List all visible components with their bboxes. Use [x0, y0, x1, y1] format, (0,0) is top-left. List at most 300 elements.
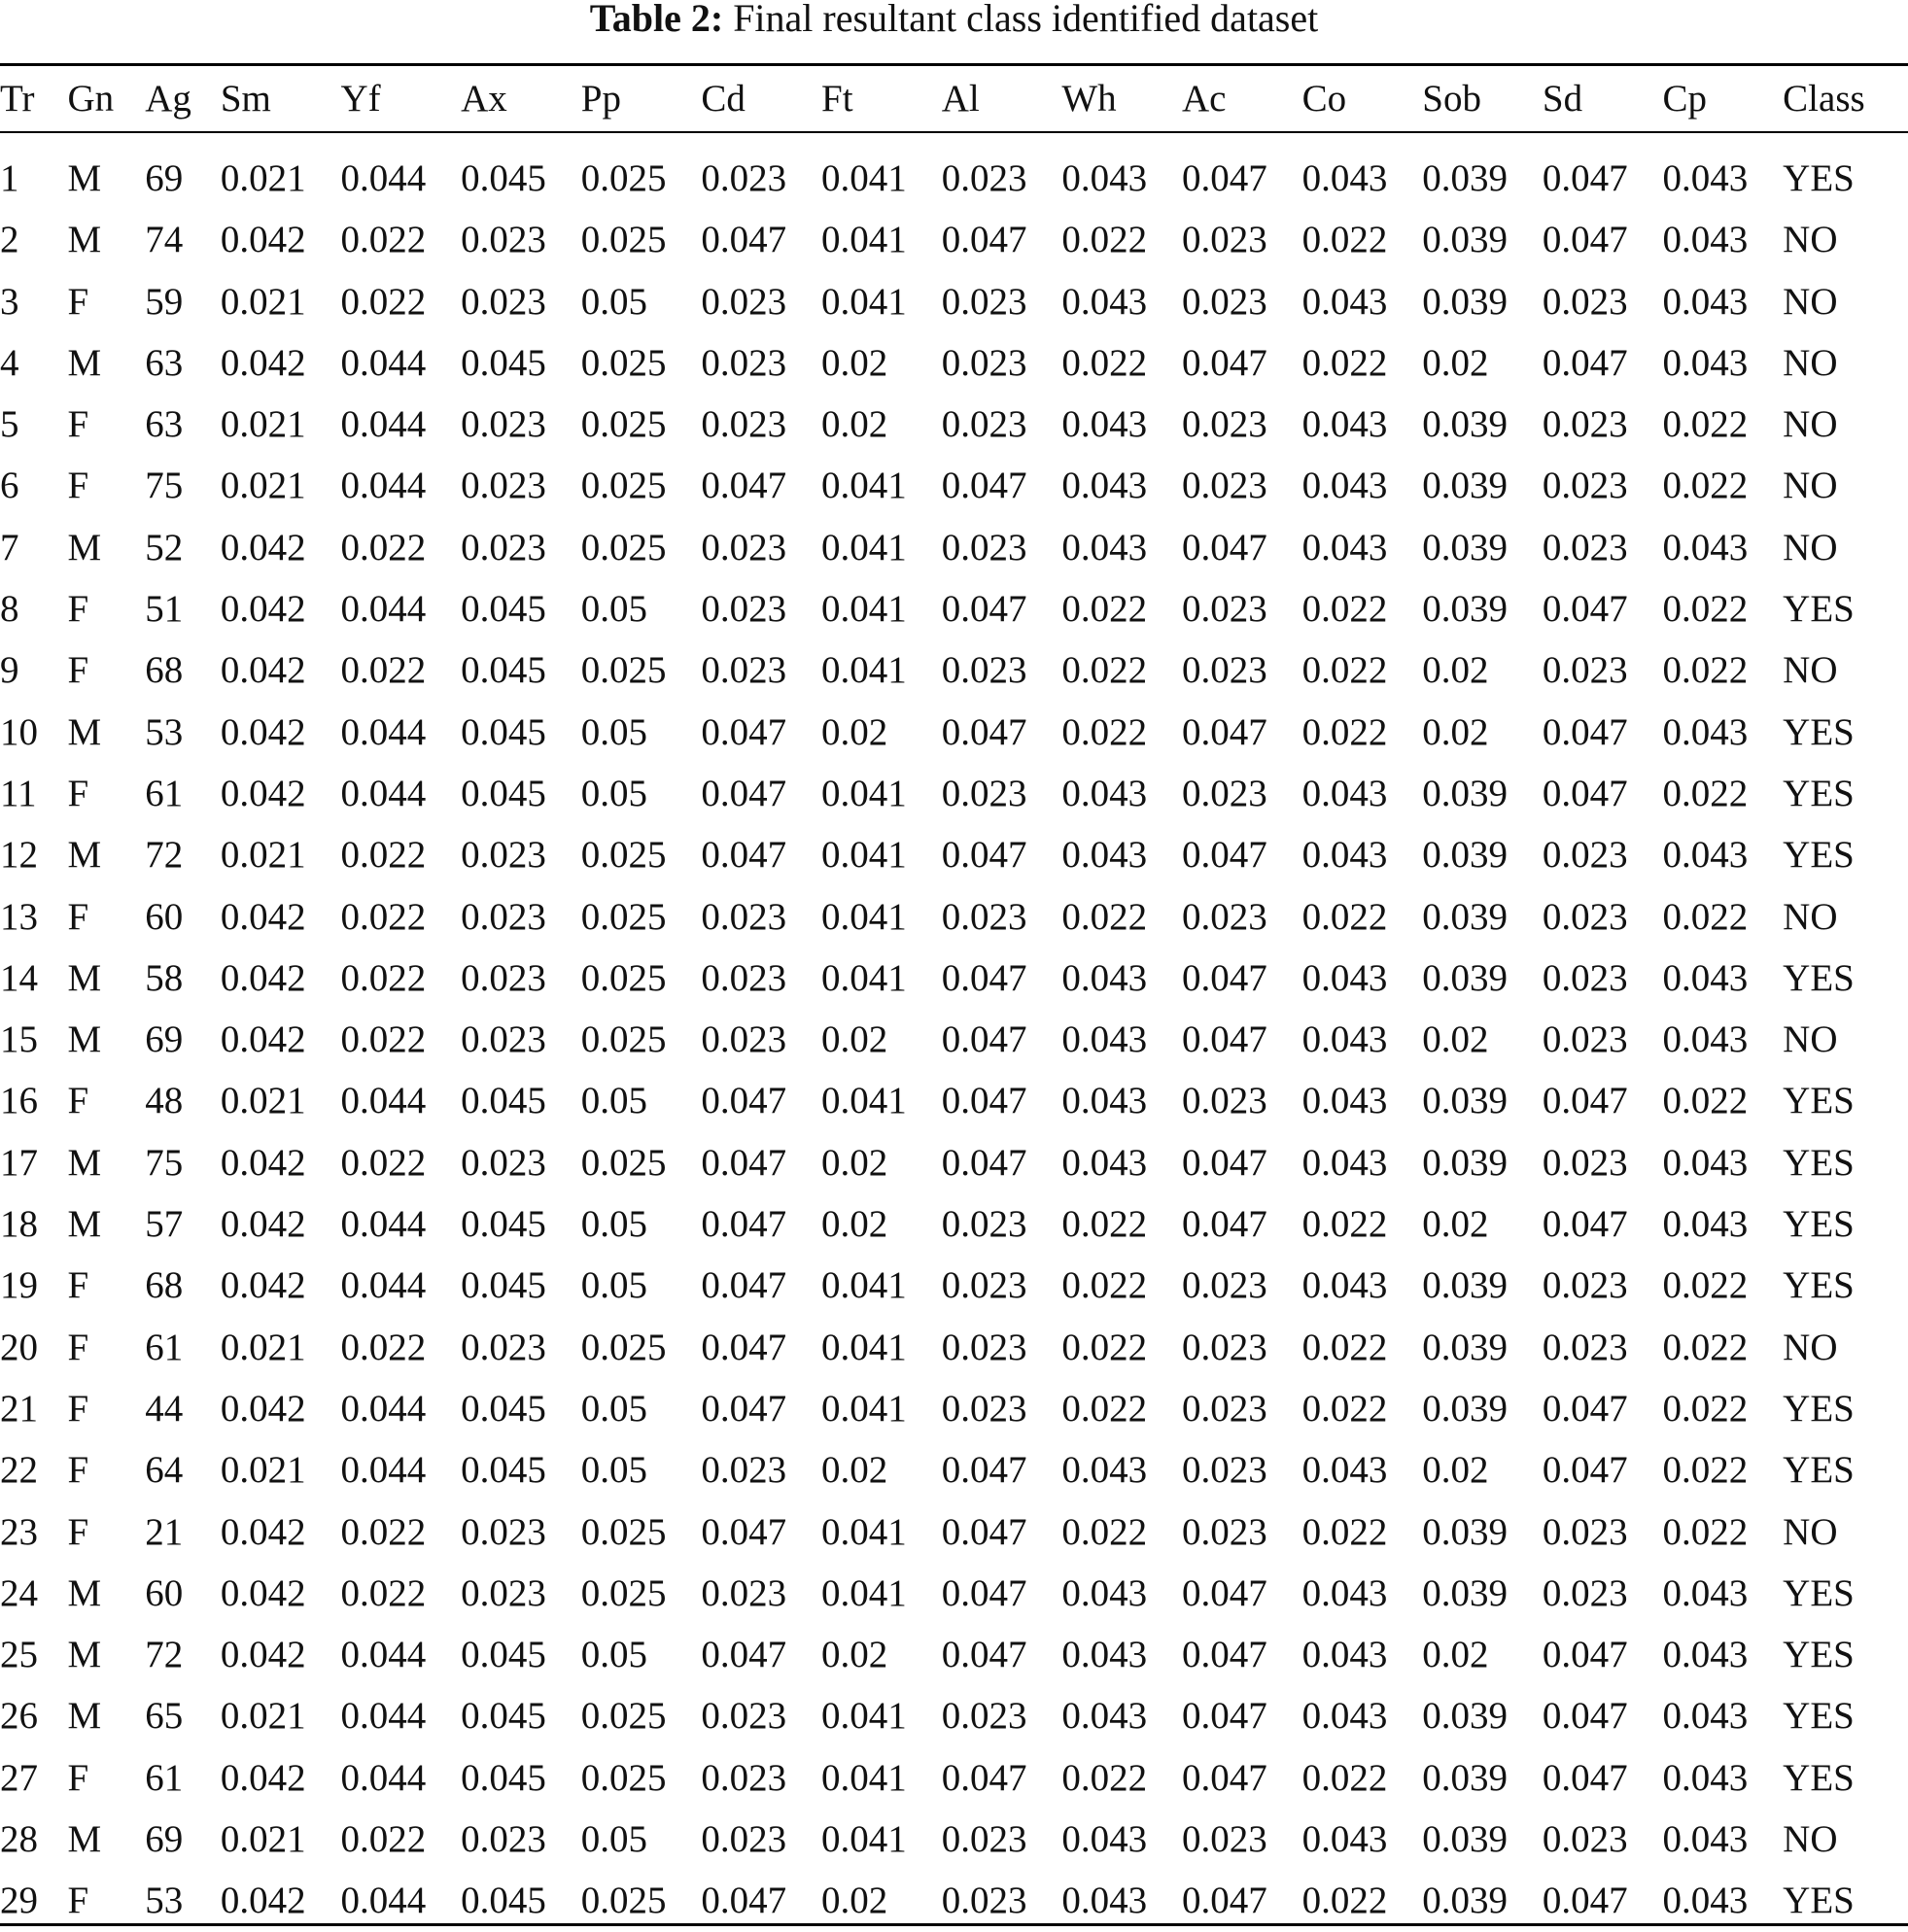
column-header-co: Co	[1301, 78, 1347, 120]
table-cell-ax: 0.023	[461, 1326, 546, 1368]
table-cell-co: 0.022	[1301, 1326, 1388, 1368]
table-cell-sm: 0.042	[220, 588, 306, 631]
table-cell-al: 0.023	[941, 1326, 1027, 1368]
column-header-sd: Sd	[1542, 78, 1583, 120]
table-cell-ag: 72	[145, 834, 184, 877]
table-caption	[0, 0, 1908, 45]
table-cell-sob: 0.039	[1422, 219, 1508, 261]
table-cell-gn: M	[67, 1018, 102, 1061]
table-cell-ft: 0.041	[821, 1387, 907, 1430]
table-cell-ft: 0.041	[821, 772, 907, 814]
table-row	[0, 886, 1908, 948]
table-cell-sd: 0.047	[1542, 157, 1628, 199]
table-cell-sd: 0.047	[1542, 1080, 1628, 1122]
table-cell-ft: 0.02	[821, 403, 888, 446]
table-cell-pp: 0.025	[580, 895, 667, 938]
table-cell-tr: 26	[0, 1695, 38, 1738]
column-header-class: Class	[1783, 78, 1865, 120]
table-cell-ft: 0.041	[821, 895, 907, 938]
table-cell-yf: 0.022	[340, 956, 427, 999]
table-cell-al: 0.023	[941, 403, 1027, 446]
table-cell-co: 0.043	[1301, 1080, 1388, 1122]
table-cell-wh: 0.043	[1061, 1018, 1148, 1061]
table-cell-sm: 0.042	[220, 1203, 306, 1246]
table-caption-label: Table 2:	[589, 0, 724, 40]
table-cell-tr: 22	[0, 1449, 38, 1492]
table-cell-sm: 0.042	[220, 1756, 306, 1799]
table-cell-tr: 2	[0, 219, 19, 261]
table-cell-sob: 0.039	[1422, 1264, 1508, 1307]
table-row	[0, 455, 1908, 516]
table-cell-ax: 0.023	[461, 219, 546, 261]
table-cell-cp: 0.043	[1662, 1141, 1749, 1184]
table-cell-al: 0.047	[941, 1141, 1027, 1184]
table-body	[0, 148, 1908, 1932]
column-header-al: Al	[941, 78, 980, 120]
table-cell-ag: 74	[145, 219, 184, 261]
table-cell-sm: 0.042	[220, 1264, 306, 1307]
table-cell-class: YES	[1783, 1571, 1855, 1614]
table-cell-pp: 0.025	[580, 1880, 667, 1922]
table-cell-cd: 0.047	[701, 1203, 787, 1246]
table-cell-ag: 57	[145, 1203, 184, 1246]
table-cell-yf: 0.022	[340, 280, 427, 323]
table-cell-cp: 0.022	[1662, 1264, 1749, 1307]
table-cell-ax: 0.045	[461, 1387, 546, 1430]
table-cell-pp: 0.025	[580, 1695, 667, 1738]
table-cell-sd: 0.047	[1542, 1756, 1628, 1799]
table-cell-tr: 5	[0, 403, 19, 446]
table-cell-cp: 0.043	[1662, 1880, 1749, 1922]
table-cell-ac: 0.023	[1181, 1449, 1267, 1492]
table-row	[0, 1685, 1908, 1746]
table-cell-pp: 0.025	[580, 219, 667, 261]
table-cell-wh: 0.022	[1061, 1264, 1148, 1307]
table-cell-gn: F	[67, 1880, 89, 1922]
table-cell-class: NO	[1783, 526, 1838, 569]
table-row	[0, 271, 1908, 332]
table-cell-al: 0.047	[941, 710, 1027, 753]
table-row	[0, 824, 1908, 885]
table-cell-ac: 0.023	[1181, 219, 1267, 261]
table-cell-cd: 0.023	[701, 157, 787, 199]
table-cell-pp: 0.025	[580, 403, 667, 446]
table-cell-sd: 0.047	[1542, 1387, 1628, 1430]
table-cell-cp: 0.022	[1662, 1387, 1749, 1430]
table-cell-sd: 0.023	[1542, 834, 1628, 877]
table-cell-ac: 0.047	[1181, 1695, 1267, 1738]
table-cell-ac: 0.023	[1181, 1080, 1267, 1122]
table-cell-sm: 0.042	[220, 1571, 306, 1614]
table-cell-cp: 0.043	[1662, 1695, 1749, 1738]
table-cell-co: 0.043	[1301, 1818, 1388, 1861]
table-cell-class: NO	[1783, 341, 1838, 384]
table-cell-cp: 0.043	[1662, 956, 1749, 999]
table-cell-cd: 0.023	[701, 588, 787, 631]
table-cell-sob: 0.039	[1422, 1080, 1508, 1122]
table-cell-pp: 0.025	[580, 956, 667, 999]
column-header-cp: Cp	[1662, 78, 1708, 120]
table-cell-cd: 0.047	[701, 1634, 787, 1676]
table-cell-al: 0.023	[941, 157, 1027, 199]
table-cell-yf: 0.044	[340, 1880, 427, 1922]
table-cell-class: NO	[1783, 219, 1838, 261]
table-cell-sob: 0.039	[1422, 895, 1508, 938]
table-cell-tr: 9	[0, 649, 19, 692]
table-row	[0, 1255, 1908, 1316]
table-cell-cp: 0.043	[1662, 280, 1749, 323]
table-cell-wh: 0.022	[1061, 1326, 1148, 1368]
table-cell-cp: 0.022	[1662, 1080, 1749, 1122]
table-row	[0, 1439, 1908, 1501]
table-cell-cp: 0.043	[1662, 157, 1749, 199]
table-cell-yf: 0.022	[340, 1510, 427, 1553]
table-cell-yf: 0.044	[340, 341, 427, 384]
column-header-wh: Wh	[1061, 78, 1117, 120]
table-cell-class: YES	[1783, 1449, 1855, 1492]
table-cell-ft: 0.02	[821, 1880, 888, 1922]
table-cell-sm: 0.042	[220, 341, 306, 384]
table-cell-wh: 0.043	[1061, 772, 1148, 814]
table-cell-ag: 21	[145, 1510, 184, 1553]
table-cell-sob: 0.02	[1422, 1018, 1489, 1061]
table-cell-tr: 11	[0, 772, 37, 814]
table-cell-al: 0.023	[941, 280, 1027, 323]
table-cell-wh: 0.043	[1061, 280, 1148, 323]
table-cell-pp: 0.05	[580, 772, 648, 814]
table-cell-gn: F	[67, 1756, 89, 1799]
table-cell-co: 0.022	[1301, 1880, 1388, 1922]
table-cell-cd: 0.047	[701, 1141, 787, 1184]
table-cell-sd: 0.047	[1542, 219, 1628, 261]
table-cell-cd: 0.047	[701, 1080, 787, 1122]
table-cell-co: 0.043	[1301, 1264, 1388, 1307]
table-cell-al: 0.047	[941, 1449, 1027, 1492]
table-row	[0, 763, 1908, 824]
table-cell-pp: 0.025	[580, 1756, 667, 1799]
table-cell-ax: 0.045	[461, 1695, 546, 1738]
table-cell-tr: 6	[0, 465, 19, 507]
table-cell-tr: 7	[0, 526, 19, 569]
table-cell-al: 0.023	[941, 895, 1027, 938]
table-cell-sm: 0.042	[220, 1510, 306, 1553]
table-cell-ac: 0.047	[1181, 341, 1267, 384]
table-cell-al: 0.047	[941, 1018, 1027, 1061]
table-cell-wh: 0.022	[1061, 1756, 1148, 1799]
table-cell-ac: 0.047	[1181, 1141, 1267, 1184]
table-cell-al: 0.023	[941, 1818, 1027, 1861]
table-cell-al: 0.047	[941, 1571, 1027, 1614]
table-cell-tr: 10	[0, 710, 38, 753]
table-cell-yf: 0.022	[340, 1141, 427, 1184]
table-cell-sob: 0.02	[1422, 1203, 1489, 1246]
table-cell-al: 0.023	[941, 341, 1027, 384]
table-cell-wh: 0.043	[1061, 157, 1148, 199]
table-cell-ax: 0.045	[461, 649, 546, 692]
table-cell-sob: 0.039	[1422, 1510, 1508, 1553]
table-cell-ac: 0.023	[1181, 280, 1267, 323]
table-cell-sd: 0.023	[1542, 403, 1628, 446]
table-cell-tr: 21	[0, 1387, 38, 1430]
table-cell-ac: 0.023	[1181, 1326, 1267, 1368]
table-cell-class: YES	[1783, 1695, 1855, 1738]
table-cell-ax: 0.023	[461, 895, 546, 938]
table-row	[0, 578, 1908, 639]
table-cell-ax: 0.023	[461, 1510, 546, 1553]
table-cell-ag: 65	[145, 1695, 184, 1738]
table-cell-sm: 0.021	[220, 1695, 306, 1738]
table-cell-sd: 0.023	[1542, 1264, 1628, 1307]
table-cell-cp: 0.043	[1662, 834, 1749, 877]
table-cell-co: 0.043	[1301, 772, 1388, 814]
table-cell-class: NO	[1783, 1510, 1838, 1553]
table-cell-yf: 0.044	[340, 465, 427, 507]
table-cell-tr: 8	[0, 588, 19, 631]
table-cell-ft: 0.041	[821, 956, 907, 999]
table-cell-sob: 0.039	[1422, 1326, 1508, 1368]
table-cell-wh: 0.043	[1061, 1880, 1148, 1922]
table-cell-wh: 0.022	[1061, 649, 1148, 692]
table-cell-ac: 0.047	[1181, 710, 1267, 753]
table-cell-ax: 0.045	[461, 1880, 546, 1922]
table-cell-sob: 0.02	[1422, 1634, 1489, 1676]
table-row	[0, 1378, 1908, 1439]
table-cell-sob: 0.039	[1422, 526, 1508, 569]
table-cell-pp: 0.025	[580, 465, 667, 507]
table-cell-ac: 0.047	[1181, 834, 1267, 877]
table-cell-yf: 0.022	[340, 526, 427, 569]
table-cell-gn: M	[67, 1203, 102, 1246]
table-cell-yf: 0.044	[340, 1756, 427, 1799]
table-row	[0, 1624, 1908, 1685]
table-cell-ac: 0.023	[1181, 403, 1267, 446]
table-cell-sd: 0.023	[1542, 895, 1628, 938]
table-cell-class: YES	[1783, 772, 1855, 814]
table-cell-sob: 0.039	[1422, 1387, 1508, 1430]
table-cell-class: YES	[1783, 1141, 1855, 1184]
table-cell-pp: 0.025	[580, 649, 667, 692]
table-cell-class: YES	[1783, 1264, 1855, 1307]
table-cell-yf: 0.022	[340, 895, 427, 938]
table-cell-sd: 0.047	[1542, 1634, 1628, 1676]
table-cell-ft: 0.041	[821, 1756, 907, 1799]
table-cell-pp: 0.05	[580, 1449, 648, 1492]
table-cell-tr: 1	[0, 157, 19, 199]
table-cell-ax: 0.045	[461, 157, 546, 199]
table-cell-sm: 0.042	[220, 710, 306, 753]
table-cell-al: 0.047	[941, 834, 1027, 877]
table-cell-gn: F	[67, 1510, 89, 1553]
table-cell-pp: 0.05	[580, 1264, 648, 1307]
table-cell-cd: 0.047	[701, 1510, 787, 1553]
table-cell-ax: 0.045	[461, 588, 546, 631]
table-cell-sm: 0.021	[220, 1080, 306, 1122]
table-cell-wh: 0.043	[1061, 526, 1148, 569]
table-cell-class: YES	[1783, 588, 1855, 631]
table-cell-sm: 0.021	[220, 834, 306, 877]
table-cell-gn: F	[67, 1326, 89, 1368]
table-cell-ag: 75	[145, 1141, 184, 1184]
table-cell-gn: M	[67, 834, 102, 877]
table-cell-wh: 0.043	[1061, 1695, 1148, 1738]
table-cell-sd: 0.047	[1542, 1203, 1628, 1246]
table-cell-wh: 0.022	[1061, 1203, 1148, 1246]
table-cell-ag: 72	[145, 1634, 184, 1676]
table-cell-gn: F	[67, 465, 89, 507]
table-cell-ax: 0.045	[461, 1756, 546, 1799]
table-cell-yf: 0.022	[340, 1018, 427, 1061]
table-cell-sob: 0.039	[1422, 403, 1508, 446]
table-cell-cd: 0.023	[701, 526, 787, 569]
table-cell-ax: 0.045	[461, 1634, 546, 1676]
table-row	[0, 1009, 1908, 1070]
table-cell-ax: 0.023	[461, 1141, 546, 1184]
table-cell-ag: 69	[145, 1018, 184, 1061]
table-cell-al: 0.023	[941, 1264, 1027, 1307]
table-cell-wh: 0.043	[1061, 1818, 1148, 1861]
table-cell-wh: 0.022	[1061, 219, 1148, 261]
table-cell-cd: 0.047	[701, 1880, 787, 1922]
table-cell-sd: 0.023	[1542, 1141, 1628, 1184]
table-cell-co: 0.043	[1301, 465, 1388, 507]
table-cell-cp: 0.043	[1662, 1634, 1749, 1676]
table-cell-al: 0.047	[941, 465, 1027, 507]
table-cell-ag: 60	[145, 895, 184, 938]
table-cell-cd: 0.023	[701, 280, 787, 323]
table-cell-sm: 0.021	[220, 403, 306, 446]
table-cell-tr: 3	[0, 280, 19, 323]
table-cell-yf: 0.044	[340, 1264, 427, 1307]
table-cell-ft: 0.02	[821, 341, 888, 384]
table-cell-class: YES	[1783, 1080, 1855, 1122]
table-cell-pp: 0.05	[580, 1203, 648, 1246]
table-cell-ac: 0.023	[1181, 588, 1267, 631]
table-cell-yf: 0.044	[340, 588, 427, 631]
table-cell-sd: 0.023	[1542, 1571, 1628, 1614]
table-cell-cd: 0.047	[701, 1387, 787, 1430]
table-cell-tr: 16	[0, 1080, 38, 1122]
table-cell-wh: 0.043	[1061, 465, 1148, 507]
table-cell-ft: 0.02	[821, 1141, 888, 1184]
table-cell-ac: 0.023	[1181, 1387, 1267, 1430]
table-cell-gn: F	[67, 1449, 89, 1492]
table-cell-sm: 0.042	[220, 1387, 306, 1430]
table-cell-ft: 0.041	[821, 280, 907, 323]
table-cell-ag: 63	[145, 403, 184, 446]
table-cell-pp: 0.025	[580, 1571, 667, 1614]
table-cell-ft: 0.02	[821, 1018, 888, 1061]
table-cell-yf: 0.044	[340, 1080, 427, 1122]
table-cell-pp: 0.025	[580, 1326, 667, 1368]
table-cell-co: 0.043	[1301, 403, 1388, 446]
table-cell-gn: F	[67, 1264, 89, 1307]
table-row	[0, 394, 1908, 455]
table-cell-ag: 68	[145, 649, 184, 692]
table-cell-gn: F	[67, 649, 89, 692]
table-cell-gn: M	[67, 956, 102, 999]
table-cell-class: NO	[1783, 465, 1838, 507]
table-cell-ac: 0.023	[1181, 649, 1267, 692]
table-cell-pp: 0.025	[580, 1141, 667, 1184]
table-cell-cp: 0.022	[1662, 772, 1749, 814]
table-row	[0, 1809, 1908, 1870]
table-cell-pp: 0.05	[580, 1387, 648, 1430]
table-cell-sm: 0.042	[220, 1141, 306, 1184]
table-cell-ac: 0.047	[1181, 1571, 1267, 1614]
table-cell-ft: 0.041	[821, 157, 907, 199]
table-cell-sd: 0.023	[1542, 1326, 1628, 1368]
table-cell-cd: 0.023	[701, 649, 787, 692]
table-cell-al: 0.023	[941, 526, 1027, 569]
table-row	[0, 148, 1908, 209]
table-cell-ag: 59	[145, 280, 184, 323]
table-cell-class: YES	[1783, 710, 1855, 753]
table-row	[0, 1563, 1908, 1624]
table-cell-sob: 0.039	[1422, 1818, 1508, 1861]
table-cell-ac: 0.047	[1181, 1203, 1267, 1246]
table-cell-sd: 0.023	[1542, 1018, 1628, 1061]
table-cell-cd: 0.023	[701, 403, 787, 446]
table-cell-sm: 0.042	[220, 1880, 306, 1922]
table-cell-al: 0.023	[941, 1387, 1027, 1430]
table-cell-gn: M	[67, 1818, 102, 1861]
table-cell-co: 0.022	[1301, 588, 1388, 631]
table-cell-yf: 0.022	[340, 1326, 427, 1368]
table-cell-al: 0.023	[941, 649, 1027, 692]
table-cell-cd: 0.023	[701, 1818, 787, 1861]
table-cell-sm: 0.042	[220, 219, 306, 261]
table-cell-ax: 0.023	[461, 1818, 546, 1861]
table-cell-cp: 0.043	[1662, 219, 1749, 261]
table-cell-co: 0.043	[1301, 834, 1388, 877]
table-cell-ac: 0.047	[1181, 157, 1267, 199]
table-cell-ac: 0.023	[1181, 1264, 1267, 1307]
table-cell-gn: M	[67, 526, 102, 569]
table-cell-sd: 0.023	[1542, 1818, 1628, 1861]
table-cell-ac: 0.023	[1181, 1818, 1267, 1861]
table-cell-sob: 0.02	[1422, 1449, 1489, 1492]
table-cell-tr: 15	[0, 1018, 38, 1061]
table-cell-ac: 0.023	[1181, 1510, 1267, 1553]
table-cell-sob: 0.039	[1422, 956, 1508, 999]
table-cell-cp: 0.043	[1662, 1571, 1749, 1614]
table-row	[0, 209, 1908, 270]
table-cell-sd: 0.023	[1542, 956, 1628, 999]
table-cell-co: 0.043	[1301, 1695, 1388, 1738]
table-cell-ft: 0.041	[821, 1571, 907, 1614]
table-cell-sob: 0.039	[1422, 157, 1508, 199]
table-cell-co: 0.043	[1301, 526, 1388, 569]
table-cell-cp: 0.043	[1662, 1818, 1749, 1861]
table-cell-ft: 0.041	[821, 1510, 907, 1553]
table-cell-class: NO	[1783, 280, 1838, 323]
table-cell-ag: 53	[145, 1880, 184, 1922]
dataset-table	[0, 66, 1908, 1932]
table-cell-sm: 0.042	[220, 649, 306, 692]
table-cell-pp: 0.025	[580, 157, 667, 199]
table-cell-ax: 0.023	[461, 1018, 546, 1061]
table-cell-ax: 0.023	[461, 280, 546, 323]
column-header-yf: Yf	[340, 78, 381, 120]
table-cell-co: 0.022	[1301, 710, 1388, 753]
table-cell-sob: 0.039	[1422, 588, 1508, 631]
table-cell-cp: 0.022	[1662, 1449, 1749, 1492]
table-cell-sob: 0.039	[1422, 772, 1508, 814]
table-cell-ft: 0.041	[821, 649, 907, 692]
table-cell-cd: 0.047	[701, 834, 787, 877]
table-cell-yf: 0.044	[340, 1387, 427, 1430]
table-cell-al: 0.023	[941, 1203, 1027, 1246]
